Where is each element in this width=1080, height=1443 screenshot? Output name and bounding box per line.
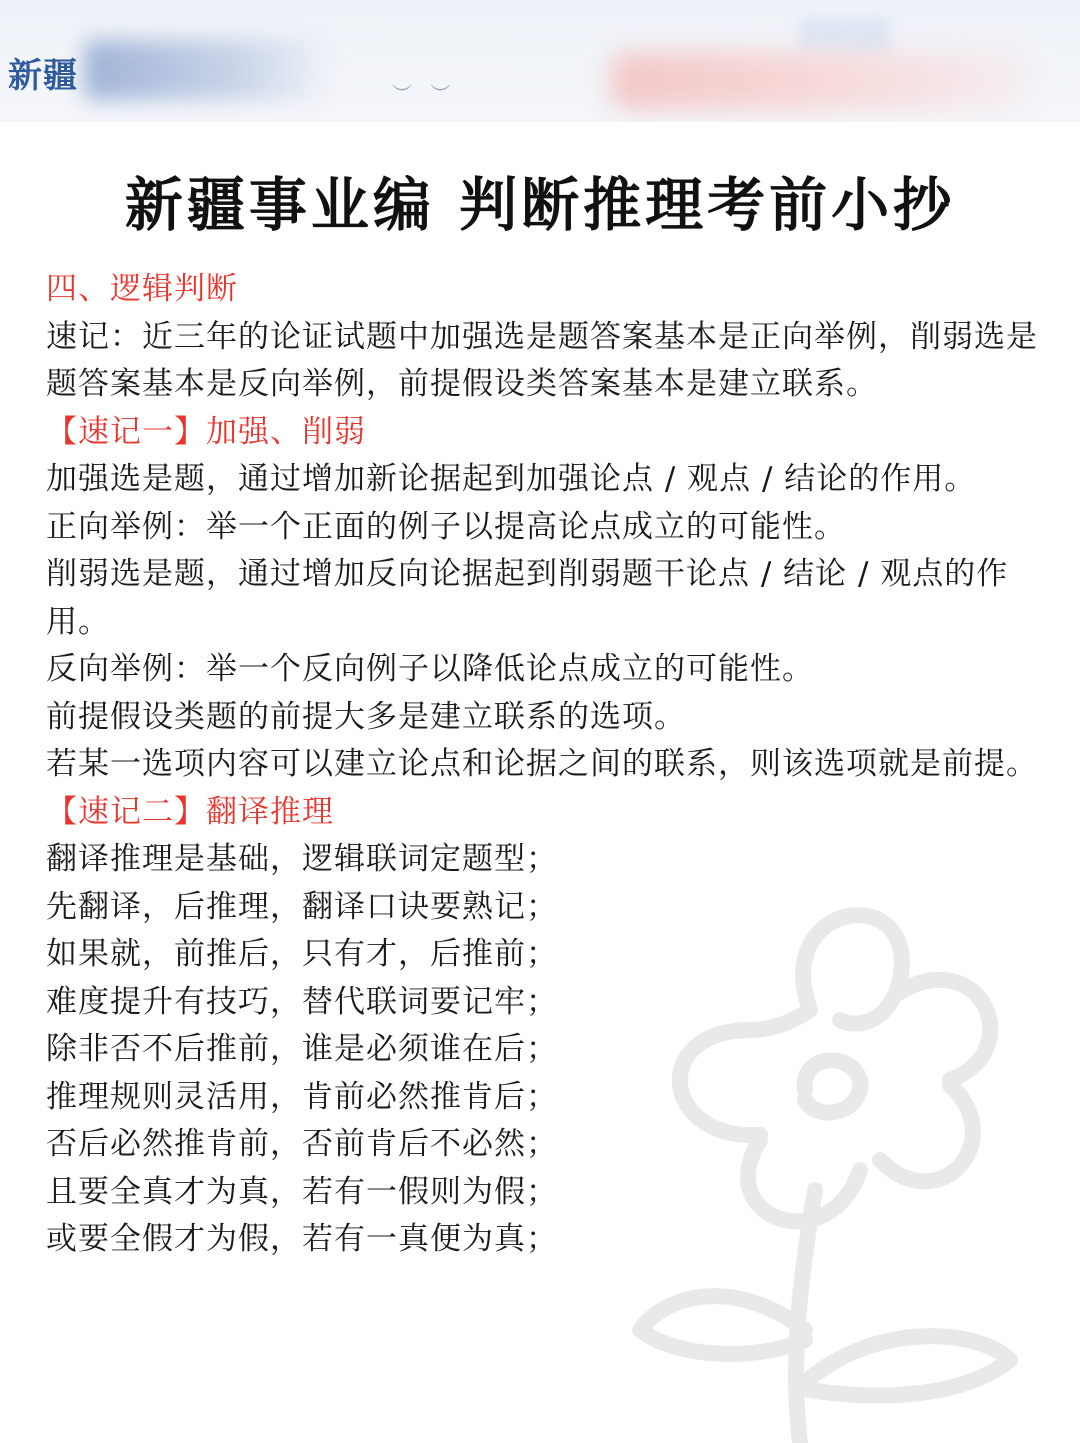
memo2-line: 翻译推理是基础，逻辑联词定题型； — [46, 841, 558, 877]
content-body — [46, 266, 1046, 1264]
banner-blurred-image — [610, 52, 1030, 110]
memo1-line: 正向举例：举一个正面的例子以提高论点成立的可能性。 — [46, 508, 846, 545]
banner-logo: 新疆 — [8, 56, 78, 96]
section-heading: 四、逻辑判断 — [46, 271, 238, 307]
intro-paragraph: 速记：近三年的论证试题中加强选是题答案基本是正向举例，削弱选是题答案基本是反向举例，前提假设类答案基本是建立联系。 — [46, 318, 1038, 402]
memo1-line: 若某一选项内容可以建立论点和论据之间的联系，则该选项就是前提。 — [46, 746, 1038, 782]
memo1-line: 加强选是题，通过增加新论据起到加强论点 / 观点 / 结论的作用。 — [46, 461, 977, 497]
memo1-line: 反向举例：举一个反向例子以降低论点成立的可能性。 — [46, 651, 814, 687]
banner-sky-image — [800, 18, 890, 54]
memo2-line: 除非否不后推前，谁是必须谁在后； — [46, 1031, 558, 1067]
memo2-line: 否后必然推肯前，否前肯后不必然； — [46, 1126, 558, 1162]
birds-icon: ︶ ︶ — [392, 82, 457, 106]
memo1-line: 前提假设类题的前提大多是建立联系的选项。 — [46, 698, 686, 735]
page-title: 新疆事业编 判断推理考前小抄 — [124, 171, 956, 239]
memo2-line: 难度提升有技巧，替代联词要记牢； — [46, 983, 558, 1020]
memo2-line: 先翻译，后推理，翻译口诀要熟记； — [46, 888, 558, 925]
memo2-line: 且要全真才为真，若有一假则为假； — [46, 1173, 558, 1210]
memo1-line: 削弱选是题，通过增加反向论据起到削弱题干论点 / 结论 / 观点的作用。 — [46, 556, 1009, 640]
memo2-heading: 【速记二】翻译推理 — [46, 793, 334, 830]
memo2-line: 或要全假才为假，若有一真便为真； — [46, 1221, 558, 1257]
banner-blurred-text — [84, 40, 334, 100]
memo1-heading: 【速记一】加强、削弱 — [46, 413, 366, 450]
top-banner — [0, 0, 1080, 122]
memo2-line: 推理规则灵活用，肯前必然推肯后； — [46, 1078, 558, 1115]
memo2-line: 如果就，前推后，只有才，后推前； — [46, 936, 558, 972]
